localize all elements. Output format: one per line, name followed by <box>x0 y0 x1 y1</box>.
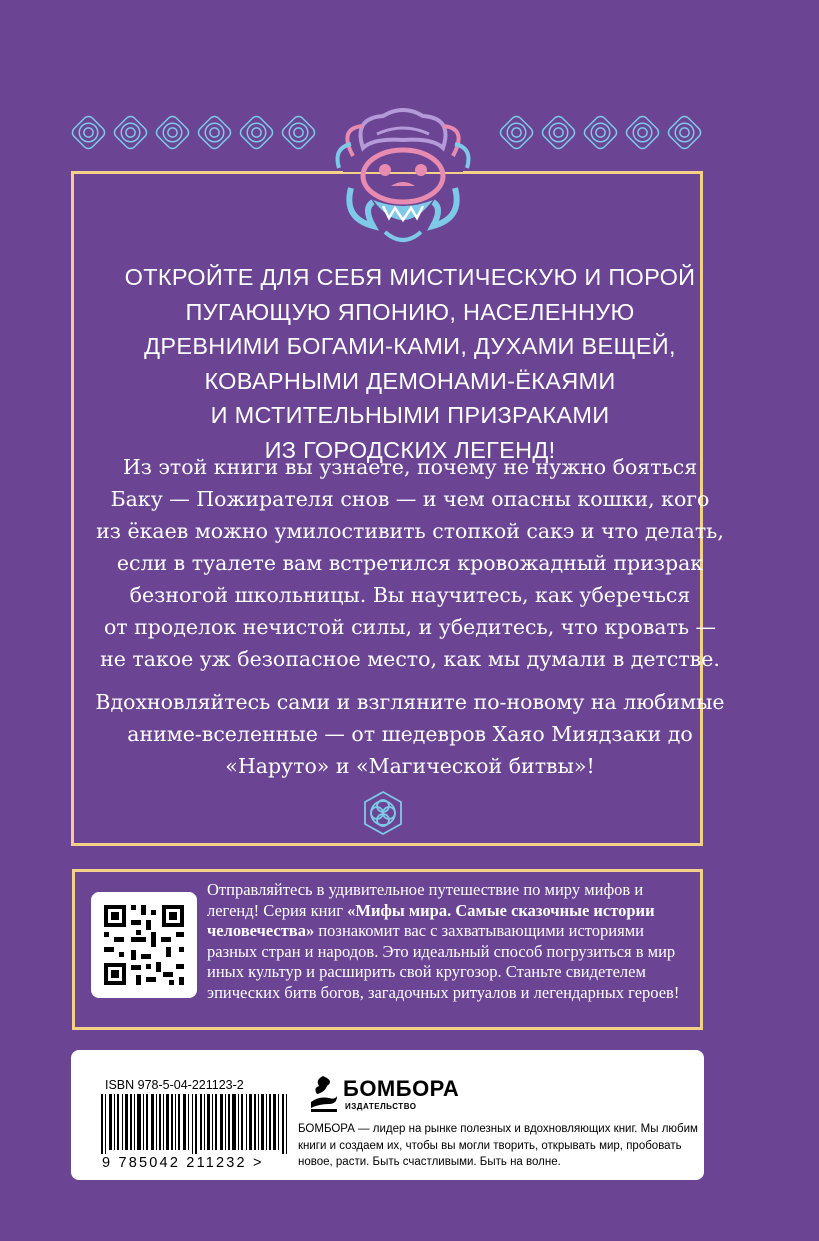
barcode-icon <box>101 1094 291 1154</box>
text-line: от проделок нечистой силы, и убедитесь, что кровать — <box>103 615 717 639</box>
text-line: «Наруто» и «Магической битвы»! <box>225 754 595 778</box>
headline-line: КОВАРНЫМИ ДЕМОНАМИ-ЁКАЯМИ <box>204 367 616 394</box>
text-line: Баку — Пожирателя снов — и чем опасны кошки, кого <box>110 487 710 511</box>
headline-line: ИЗ ГОРОДСКИХ ЛЕГЕНД! <box>264 436 556 463</box>
text-line: из ёкаев можно умилостивить стопкой сакэ и что делать, <box>96 519 724 543</box>
cloud-knot-icon <box>112 114 149 151</box>
text-line: не такое уж безопасное место, как мы думали в детстве. <box>100 647 720 671</box>
text-line: аниме-вселенные — от шедевров Хаяо Миядзаки до <box>127 722 693 746</box>
headline-line: И МСТИТЕЛЬНЫМИ ПРИЗРАКАМИ <box>210 402 610 428</box>
headline-line: ДРЕВНИМИ БОГАМИ-КАМИ, ДУХАМИ ВЕЩЕЙ, <box>144 333 676 359</box>
cloud-knot-icon <box>280 114 317 151</box>
ornament-row-left <box>70 114 317 154</box>
publisher-subtitle: ИЗДАТЕЛЬСТВО <box>345 1102 417 1111</box>
cloud-knot-icon <box>154 114 191 151</box>
dragon-mask-icon <box>333 108 473 248</box>
publisher-name: БОМБОРА <box>343 1076 460 1101</box>
cloud-knot-icon <box>624 114 661 151</box>
description-paragraph <box>80 451 740 675</box>
ornament-row-right <box>498 114 703 154</box>
barcode-panel <box>71 1050 704 1180</box>
cloud-knot-icon <box>666 114 703 151</box>
series-name: «Мифы мира. Самые сказочные истории человечества» <box>207 900 655 940</box>
qr-code[interactable] <box>91 892 197 998</box>
cloud-knot-icon <box>540 114 577 151</box>
cloud-knot-icon <box>582 114 619 151</box>
series-description <box>207 880 692 1003</box>
barcode-digits: 9 785042 211232 > <box>102 1155 264 1171</box>
anime-paragraph <box>80 686 740 782</box>
series-text-after: познакомит вас с захватывающими историями разных стран и народов. Это идеальный способ погрузиться в мир иных культур и расширить свой кругозор. Станьте свидетелем эпических битв богов, загадочных ритуалов и легендарных героев! <box>207 921 680 1002</box>
headline-line: ОТКРОЙТЕ ДЛЯ СЕБЯ МИСТИЧЕСКУЮ И ПОРОЙ <box>124 264 696 290</box>
isbn-label: ISBN 978-5-04-221123-2 <box>105 1078 244 1092</box>
publisher-tagline: БОМБОРА — лидер на рынке полезных и вдохновляющих книг. Мы любим книги и создаем их, чтобы вы могли творить, открывать мир, пробовать новое, расти. Быть счастливыми. Быть на волне. <box>298 1123 698 1168</box>
headline-line: ПУГАЮЩУЮ ЯПОНИЮ, НАСЕЛЕННУЮ <box>185 298 635 325</box>
bombora-logo-icon <box>309 1074 339 1114</box>
hexagon-emblem-icon <box>359 789 407 837</box>
text-line: Вдохновляйтесь сами и взгляните по-новому на любимые <box>95 690 725 714</box>
cloud-knot-icon <box>498 114 535 151</box>
text-line: если в туалете вам встретился кровожадный призрак <box>116 551 704 575</box>
cloud-knot-icon <box>238 114 275 151</box>
cloud-knot-icon <box>196 114 233 151</box>
qr-code-icon <box>91 892 197 998</box>
headline <box>80 260 740 467</box>
text-line: безногой школьницы. Вы научитесь, как уберечься <box>129 583 691 607</box>
text-line: Из этой книги вы узнаете, почему не нужно бояться <box>122 455 698 479</box>
series-text-before: Отправляйтесь в удивительное путешествие по миру мифов и легенд! Серия книг <box>207 880 644 920</box>
cloud-knot-icon <box>70 114 107 151</box>
